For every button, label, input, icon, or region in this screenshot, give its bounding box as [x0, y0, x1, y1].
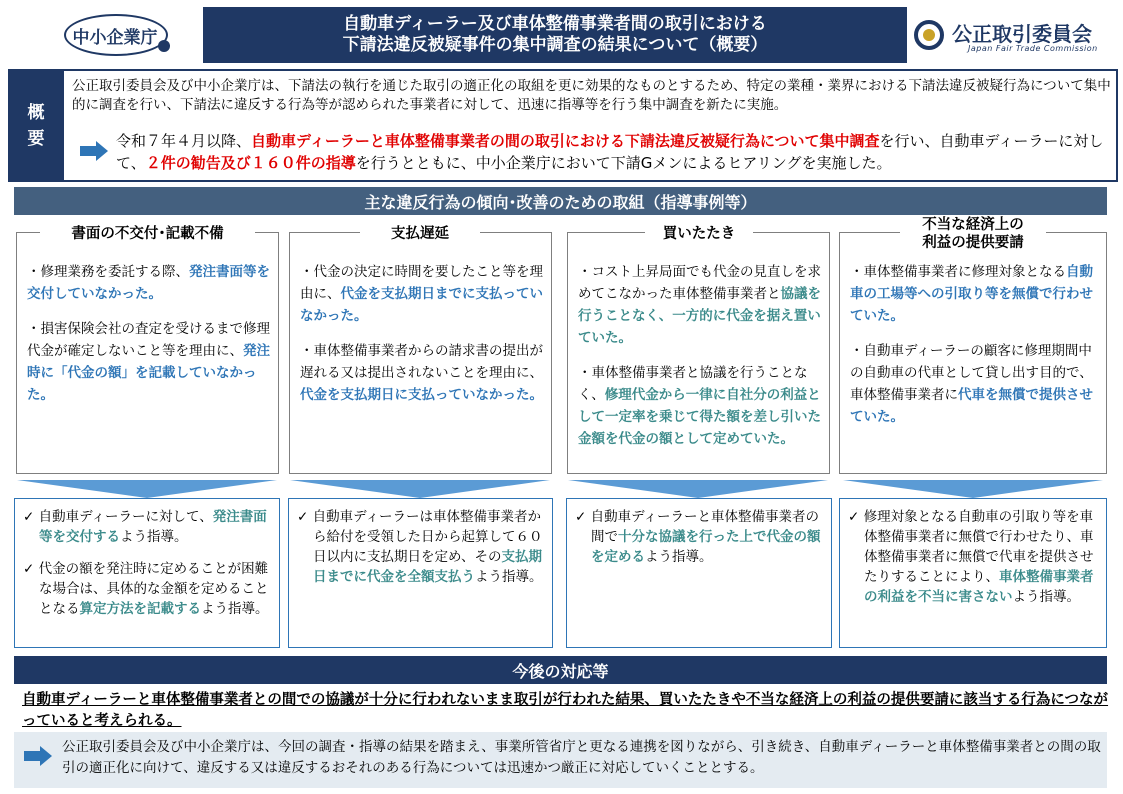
section-bar-future: 今後の対応等 [14, 656, 1107, 684]
page-title [203, 7, 907, 63]
jftc-emblem-icon [914, 20, 944, 50]
arrow-right-icon [24, 746, 52, 766]
result-item: ✓ 自動車ディーラーに対して、発注書面等を交付するよう指導。 [23, 509, 267, 545]
result-item: ✓ 代金の額を発注時に定めることが困難な場合は、具体的な金額を定めることとなる算定方法を記載するよう指導。 [23, 561, 269, 617]
down-arrow-icon [17, 480, 277, 498]
result-box-unfair-benefit [839, 498, 1107, 648]
page-title-line2: 下請法違反被疑事件の集中調査の結果について（概要） [342, 35, 768, 55]
column-heading-document: 書面の不交付･記載不備 [40, 225, 255, 243]
column-item: ・自動車ディーラーの顧客に修理期間中の自動車の代車として貸し出す目的で、車体整備事業者に代車を無償で提供させていた。 [850, 343, 1093, 425]
summary-text: 公正取引委員会及び中小企業庁は、下請法の執行を通じた取引の適正化の取組を更に効果的なものとするため、特定の業種・業界における下請法違反被疑行為について集中的に調査を行い、下請法に違反する行為等が認められた事業者に対して、迅速に指導等を行う集中調査を新たに実施。 [72, 78, 1111, 113]
column-price-beating [567, 232, 830, 474]
column-heading-payment: 支払遅延 [360, 225, 480, 243]
page-title-line1: 自動車ディーラー及び車体整備事業者間の取引における [343, 14, 767, 34]
result-item: ✓ 自動車ディーラーは車体整備事業者から給付を受領した日から起算して６０日以内に支払期日を定め、その支払期日までに代金を全額支払うよう指導。 [297, 509, 543, 585]
jftc-logo-sub: Japan Fair Trade Commission [968, 44, 1098, 53]
down-arrow-icon [843, 480, 1103, 498]
column-payment-delay [289, 232, 552, 474]
jftc-logo-name: 公正取引委員会 [952, 22, 1092, 46]
column-heading-price-beating: 買いたたき [645, 225, 753, 243]
column-item: ・修理業務を委託する際、発注書面等を交付していなかった。 [27, 264, 270, 302]
result-item: ✓ 自動車ディーラーと車体整備事業者の間で十分な協議を行った上で代金の額を定めるよう指導。 [575, 509, 821, 565]
down-arrow-icon [290, 480, 550, 498]
result-box-price-beating [566, 498, 832, 648]
future-text: 公正取引委員会及び中小企業庁は、今回の調査・指導の結果を踏まえ、事業所管省庁と更なる連携を図りながら、引き続き、自動車ディーラーと車体整備事業者との間の取引の適正化に向けて、違反する又は違反するおそれのある行為については迅速かつ厳正に対応していくこととする。 [62, 739, 1101, 776]
arrow-right-icon [80, 141, 108, 161]
summary-label: 概 要 [8, 69, 64, 182]
summary-result: 令和７年４月以降、自動車ディーラーと車体整備事業者の間の取引における下請法違反被疑行為について集中調査を行い、自動車ディーラーに対して、２件の勧告及び１６０件の指導を行うとともに、中小企業庁において下請Gメンによるヒアリングを実施した。 [116, 132, 1104, 172]
column-item: ・損害保険会社の査定を受けるまで修理代金が確定しないこと等を理由に、発注時に「代金の額」を記載していなかった。 [27, 321, 270, 403]
result-box-document [14, 498, 280, 648]
column-unfair-benefit [839, 232, 1107, 474]
column-item: ・車体整備事業者からの請求書の提出が遅れる又は提出されないことを理由に、代金を支払期日に支払っていなかった。 [300, 343, 543, 403]
down-arrow-icon [568, 480, 828, 498]
future-conclusion: 自動車ディーラーと車体整備事業者との間での協議が十分に行われないまま取引が行われた結果、買いたたきや不当な経済上の利益の提供要請に該当する行為につながっていると考えられる。 [22, 692, 1109, 729]
section-bar-violations: 主な違反行為の傾向･改善のための取組（指導事例等） [14, 187, 1107, 215]
sme-agency-logo-text: 中小企業庁 [72, 28, 158, 48]
column-item: ・代金の決定に時間を要したこと等を理由に、代金を支払期日までに支払っていなかった。 [300, 264, 543, 324]
result-item: ✓ 修理対象となる自動車の引取り等を車体整備事業者に無償で行わせたり、車体整備事業者に無償で代車を提供させたりすることにより、車体整備事業者の利益を不当に害さないよう指導。 [848, 509, 1094, 605]
result-box-payment [288, 498, 553, 648]
column-heading-unfair-benefit: 不当な経済上の 利益の提供要請 [900, 216, 1046, 252]
jftc-logo [912, 18, 1120, 58]
column-item: ・コスト上昇局面でも代金の見直しを求めてこなかった車体整備事業者と協議を行うことなく、一方的に代金を据え置いていた。 [578, 264, 821, 346]
column-item: ・車体整備事業者に修理対象となる自動車の工場等への引取り等を無償で行わせていた。 [850, 264, 1093, 324]
column-document-issues [16, 232, 279, 474]
sme-agency-logo [60, 10, 180, 58]
column-item: ・車体整備事業者と協議を行うことなく、修理代金から一律に自社分の利益として一定率を乗じて得た額を差し引いた金額を代金の額として定めていた。 [578, 365, 821, 447]
